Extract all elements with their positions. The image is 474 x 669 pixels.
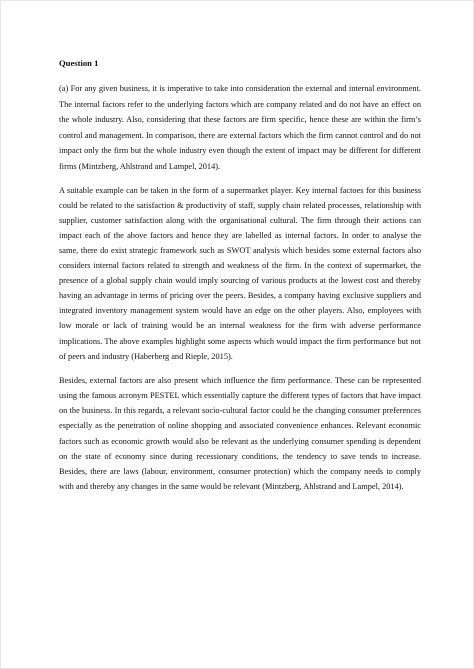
paragraph-supermarket-example: A suitable example can be taken in the form of a supermarket player. Key internal factoes for this business could be related to the satisfaction & productivity of staff, supply chain related processes, relationship with supplier, customer satisfaction along with the organisational cultural. The firm through their actions can impact each of the above factors and hence they are labelled as internal factors. In order to analyse the same, there do exist strategic framework such as SWOT analysis which besides some external factors also considers internal factors related to strength and weakness of the firm. In the context of supermarket, the presence of a global supply chain would imply sourcing of various products at the lowest cost and thereby having an advantage in terms of pricing over the peers. Besides, a company having exclusive suppliers and integrated inventory management system would have an edge on the other players. Also, employees with low morale or lack of training would be an internal weakness for the firm with adverse performance implications. The above examples highlight some aspects which would impact the firm performance but not of peers and industry (Haberberg and Rieple, 2015). bbox=[59, 185, 421, 361]
document-body bbox=[59, 58, 421, 502]
paragraph-external-factors-pestel: Besides, external factors are also present which influence the firm performance. These can be represented using the famous acronym PESTEL which essentially capture the different types of factors that have impact on the business. In this regards, a relevant socio-cultural factor could be the changing consumer preferences especially as the penetration of online shopping and associated convenience enhances. Relevant economic factors such as economic growth would also be relevant as the underlying consumer spending is dependent on the state of economy since during recessionary conditions, the tendency to save tends to increase. Besides, there are laws (labour, environment, consumer protection) which the company needs to comply with and thereby any changes in the same would be relevant (Mintzberg, Ahlstrand and Lampel, 2014). bbox=[59, 375, 421, 492]
paragraph-internal-external-factors: (a) For any given business, it is imperative to take into consideration the external and internal environment. The internal factors refer to the underlying factors which are company related and do not have an effect on the whole industry. Also, considering that these factors are firm specific, hence these are within the firm’s control and management. In comparison, there are external factors which the firm cannot control and do not impact only the firm but the whole industry even though the extent of impact may be different for different firms (Mintzberg, Ahlstrand and Lampel, 2014). bbox=[59, 84, 421, 171]
question-heading: Question 1 bbox=[59, 58, 99, 68]
